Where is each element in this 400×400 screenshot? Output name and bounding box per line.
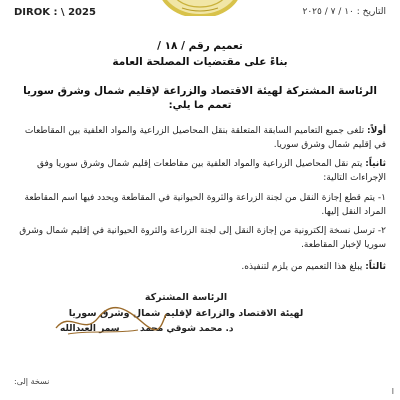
item-third-label: ثالثاً: [365,262,386,272]
issuing-authority: الرئاسة المشتركة لهيئة الاقتصاد والزراعة لإقليم شمال وشرق سوريا [23,85,377,97]
legal-basis: بناءً على مقتضيات المصلحة العامة [112,56,288,68]
signature-title: الرئاسة المشتركة [144,292,228,303]
signatory-name-1: د. محمد شوقي محمد [140,324,234,334]
item-third-text: يبلغ هذا التعميم من يلزم لتنفيذه. [241,262,363,272]
dirok-reference: DIROK : \ 2025 [14,7,96,18]
sub-item-2: ٢- ترسل نسخة إلكترونية من إجازة النقل إلى لجنة الزراعة والثروة الحيوانية في إقليم شمال وشرق سوريا لإخبار المقاطعة. [19,226,386,250]
signatory-name-2: سمر العبدالله [60,324,120,334]
emblem-seal-icon [158,0,242,16]
item-first [14,124,386,152]
item-first-label: أولاً: [367,126,386,136]
item-first-text: تلغى جميع التعاميم السابقة المتعلقة بنقل المحاصيل الزراعية والمواد العلفية بين المقاطعات في إقليم شمال وشرق سوريا. [24,126,386,150]
document-date: التاريخ : ١٠ / ٧ / ٢٠٢٥ [302,7,386,17]
announcement-line: تعمم ما يلي: [168,100,232,111]
item-second-text: يتم نقل المحاصيل الزراعية والمواد العلفية بين مقاطعات إقليم شمال وشرق سوريا وفق الإجراءات التالية: [36,159,386,183]
item-second [14,157,386,185]
page-mark: ا [391,387,394,396]
copy-to-note: نسخة إلى: [14,377,50,386]
signature-authority: لهيئة الاقتصاد والزراعة لإقليم شمال وشرق سوريا [68,308,304,319]
sub-item-1: ١- يتم قطع إجازة النقل من لجنة الزراعة والثروة الحيوانية في المقاطعة ويحدد فيها اسم المقاطعة المراد النقل إليها. [24,193,386,217]
item-second-label: ثانياً: [365,159,386,169]
handwritten-signature-icon [50,300,170,340]
item-third [14,260,386,274]
circular-number: تعميم رقم / ١٨ / [157,40,243,52]
